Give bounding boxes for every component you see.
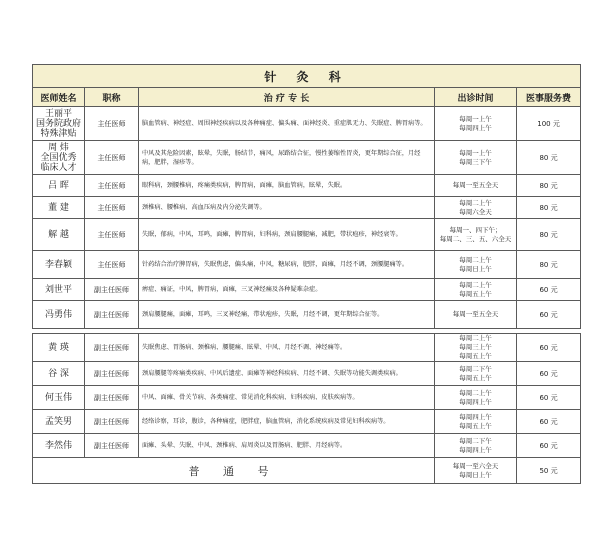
doctor-name-line: 解 越 <box>48 229 69 240</box>
header-title: 职称 <box>85 88 139 107</box>
doctor-name-line: 国务院政府 <box>35 118 81 129</box>
doctor-schedule <box>435 386 517 410</box>
general-label: 普 通 号 <box>33 458 435 484</box>
schedule-line: 每周二上午 <box>459 198 492 207</box>
doctor-name <box>33 386 85 410</box>
doctor-title: 副主任医师 <box>85 410 139 434</box>
doctor-title: 副主任医师 <box>85 362 139 386</box>
doctor-schedule <box>435 251 517 279</box>
doctor-name-line: 何玉伟 <box>44 392 72 403</box>
schedule-line: 每周一至六全天 <box>452 461 499 470</box>
table-row <box>33 334 581 362</box>
department-title: 针 灸 科 <box>33 65 581 88</box>
doctor-specialty: 颈肩腰腿痛，面瘫，耳鸣，三叉神经痛，带状疱疹，失眠，月经不调，更年期综合征等。 <box>139 301 435 329</box>
schedule-line: 每周二上午 <box>459 255 492 264</box>
doctor-schedule <box>435 197 517 219</box>
doctor-name <box>33 175 85 197</box>
schedule-line: 每周一上午 <box>459 148 492 157</box>
table-row <box>33 410 581 434</box>
schedule-line: 每周三下午 <box>459 157 492 166</box>
schedule-line: 每周日上午 <box>459 264 492 273</box>
doctor-specialty: 颈椎病、腰椎病、高血压病及内分泌失调等。 <box>139 197 435 219</box>
doctor-schedule <box>435 301 517 329</box>
doctor-specialty: 眼科病，颈腰椎病，疼痛类疾病，脾胃病，面瘫，脑血管病，眩晕，失眠。 <box>139 175 435 197</box>
doctor-specialty: 中风及其危险因素，眩晕，失眠，肠结节，痛风，尿路结合征，慢性萎缩性胃炎，更年期综合征，月经病，肥胖，湿疹等。 <box>139 141 435 175</box>
doctor-name <box>33 301 85 329</box>
doctor-title: 副主任医师 <box>85 279 139 301</box>
schedule-line: 每周二上午 <box>459 280 492 289</box>
doctor-title: 主任医师 <box>85 219 139 251</box>
header-schedule: 出诊时间 <box>435 88 517 107</box>
general-row <box>33 458 581 484</box>
doctor-name <box>33 219 85 251</box>
doctor-name <box>33 197 85 219</box>
header-name: 医师姓名 <box>33 88 85 107</box>
schedule-line: 每周四上午 <box>459 412 492 421</box>
doctor-schedule <box>435 334 517 362</box>
doctor-name-line: 李春颖 <box>44 259 72 270</box>
doctor-name-line: 孟笑男 <box>44 416 72 427</box>
table-row <box>33 197 581 219</box>
general-schedule <box>435 458 517 484</box>
doctor-name-line: 李然伟 <box>44 440 72 451</box>
doctor-name-line: 冯勇伟 <box>44 309 72 320</box>
doctor-fee: 80 元 <box>517 141 581 175</box>
schedule-line: 每周二下午 <box>459 436 492 445</box>
doctor-fee: 80 元 <box>517 197 581 219</box>
doctor-fee: 80 元 <box>517 175 581 197</box>
schedule-line: 每周五上午 <box>459 289 492 298</box>
table-row <box>33 141 581 175</box>
doctor-name-line: 周 炜 <box>48 142 69 153</box>
doctor-name <box>33 334 85 362</box>
schedule-line: 每周二上午 <box>459 388 492 397</box>
doctor-specialty: 痹症、痛证，中风，脾胃病，面瘫，三叉神经痛及各种疑难杂症。 <box>139 279 435 301</box>
doctor-name-line: 黄 瑛 <box>48 342 69 353</box>
doctor-name-line: 吕 晖 <box>48 180 69 191</box>
table-row <box>33 219 581 251</box>
doctor-specialty: 颈肩腰腿等疼痛类疾病、中风后遗症、面瘫等神经科疾病、月经不调、失眠等功能失调类疾病。 <box>139 362 435 386</box>
doctor-name <box>33 362 85 386</box>
table-row <box>33 175 581 197</box>
doctor-fee: 60 元 <box>517 334 581 362</box>
schedule-line: 每周四上午 <box>459 123 492 132</box>
table-row <box>33 434 581 458</box>
doctor-title: 主任医师 <box>85 175 139 197</box>
doctor-name-line: 王丽平 <box>44 108 72 119</box>
schedule-line: 每周四上午 <box>459 445 492 454</box>
doctor-specialty: 中风、面瘫、骨关节病、各类痛症、常见消化科疾病、妇科疾病、皮肤疾病等。 <box>139 386 435 410</box>
schedule-line: 每周一至五全天 <box>452 310 499 318</box>
doctor-name-line: 特殊津贴 <box>40 128 77 139</box>
schedule-sheet <box>32 64 580 484</box>
doctor-fee: 60 元 <box>517 434 581 458</box>
schedule-line: 每周五上午 <box>459 352 492 360</box>
doctor-schedule <box>435 279 517 301</box>
department-title-row <box>33 65 581 88</box>
doctor-schedule <box>435 141 517 175</box>
table-row <box>33 107 581 141</box>
table-row <box>33 386 581 410</box>
doctor-schedule <box>435 219 517 251</box>
doctor-schedule <box>435 410 517 434</box>
schedule-line: 每周二下午 <box>459 364 492 373</box>
doctor-name-line: 董 建 <box>48 202 69 213</box>
header-fee: 医事服务费 <box>517 88 581 107</box>
doctor-specialty: 经络诊察，耳诊，腹诊，各种痛症，肥胖症，脑血管病，消化系统疾病及常见妇科疾病等。 <box>139 410 435 434</box>
doctor-schedule <box>435 175 517 197</box>
doctor-specialty: 针药结合治疗脾胃病，失眠焦虑，偏头痛，中风，糖尿病，肥胖，面瘫，月经不调，颈腰腿痛等。 <box>139 251 435 279</box>
doctor-fee: 60 元 <box>517 410 581 434</box>
doctor-fee: 60 元 <box>517 301 581 329</box>
doctor-name <box>33 410 85 434</box>
schedule-line: 每周五上午 <box>459 421 492 430</box>
doctor-title: 主任医师 <box>85 141 139 175</box>
doctor-title: 副主任医师 <box>85 386 139 410</box>
schedule-line: 每周一上午 <box>459 114 492 123</box>
header-row <box>33 88 581 107</box>
acupuncture-schedule-table <box>32 64 581 484</box>
schedule-line: 每周日上午 <box>459 470 492 479</box>
schedule-line: 每周六全天 <box>459 207 492 216</box>
doctor-title: 主任医师 <box>85 107 139 141</box>
doctor-title: 主任医师 <box>85 251 139 279</box>
doctor-specialty: 失眠焦虑、胃肠病、颈椎病、腰腿痛、眩晕、中风、月经不调、神经痛等。 <box>139 334 435 362</box>
doctor-title: 主任医师 <box>85 197 139 219</box>
doctor-name-line: 刘世平 <box>44 284 72 295</box>
doctor-fee: 60 元 <box>517 362 581 386</box>
doctor-title: 副主任医师 <box>85 434 139 458</box>
doctor-name <box>33 434 85 458</box>
doctor-fee: 100 元 <box>517 107 581 141</box>
doctor-title: 副主任医师 <box>85 334 139 362</box>
table-row <box>33 279 581 301</box>
doctor-specialty: 失眠，郁病，中风，耳鸣，面瘫，脾胃病，妇科病，颈肩腰腿痛，减肥，带状疱疹，神经衰等。 <box>139 219 435 251</box>
doctor-name-line: 全国优秀 <box>40 152 77 163</box>
doctor-name <box>33 141 85 175</box>
doctor-fee: 80 元 <box>517 219 581 251</box>
doctor-fee: 60 元 <box>517 279 581 301</box>
doctor-fee: 60 元 <box>517 386 581 410</box>
doctor-schedule <box>435 434 517 458</box>
schedule-line: 每周二上午 <box>459 334 492 342</box>
schedule-line: 每周三上午 <box>459 343 492 351</box>
doctor-schedule <box>435 107 517 141</box>
doctor-title: 副主任医师 <box>85 301 139 329</box>
schedule-line: 每周一至五全天 <box>452 181 499 189</box>
general-fee: 50 元 <box>517 458 581 484</box>
doctor-name <box>33 251 85 279</box>
schedule-line: 每周二、三、五、六全天 <box>439 234 512 243</box>
doctor-name <box>33 279 85 301</box>
table-row <box>33 251 581 279</box>
doctor-specialty: 脑血管病、神经症、周围神经疾病以及各种痛症、偏头痛、面神经炎、重症肌无力、失眠症、脾胃病等。 <box>139 107 435 141</box>
doctor-schedule <box>435 362 517 386</box>
doctor-fee: 80 元 <box>517 251 581 279</box>
schedule-line: 每周四上午 <box>459 397 492 406</box>
schedule-line: 每周五上午 <box>459 373 492 382</box>
table-row <box>33 362 581 386</box>
header-specialty: 治 疗 专 长 <box>139 88 435 107</box>
doctor-name-line: 临床人才 <box>40 162 77 173</box>
table-row <box>33 301 581 329</box>
doctor-specialty: 面瘫、头晕、失眠、中风、颈椎病、肩周炎以及胃肠病、肥胖、月经病等。 <box>139 434 435 458</box>
schedule-line: 每周一、四下午； <box>449 225 502 234</box>
doctor-name <box>33 107 85 141</box>
doctor-name-line: 谷 深 <box>48 368 69 379</box>
